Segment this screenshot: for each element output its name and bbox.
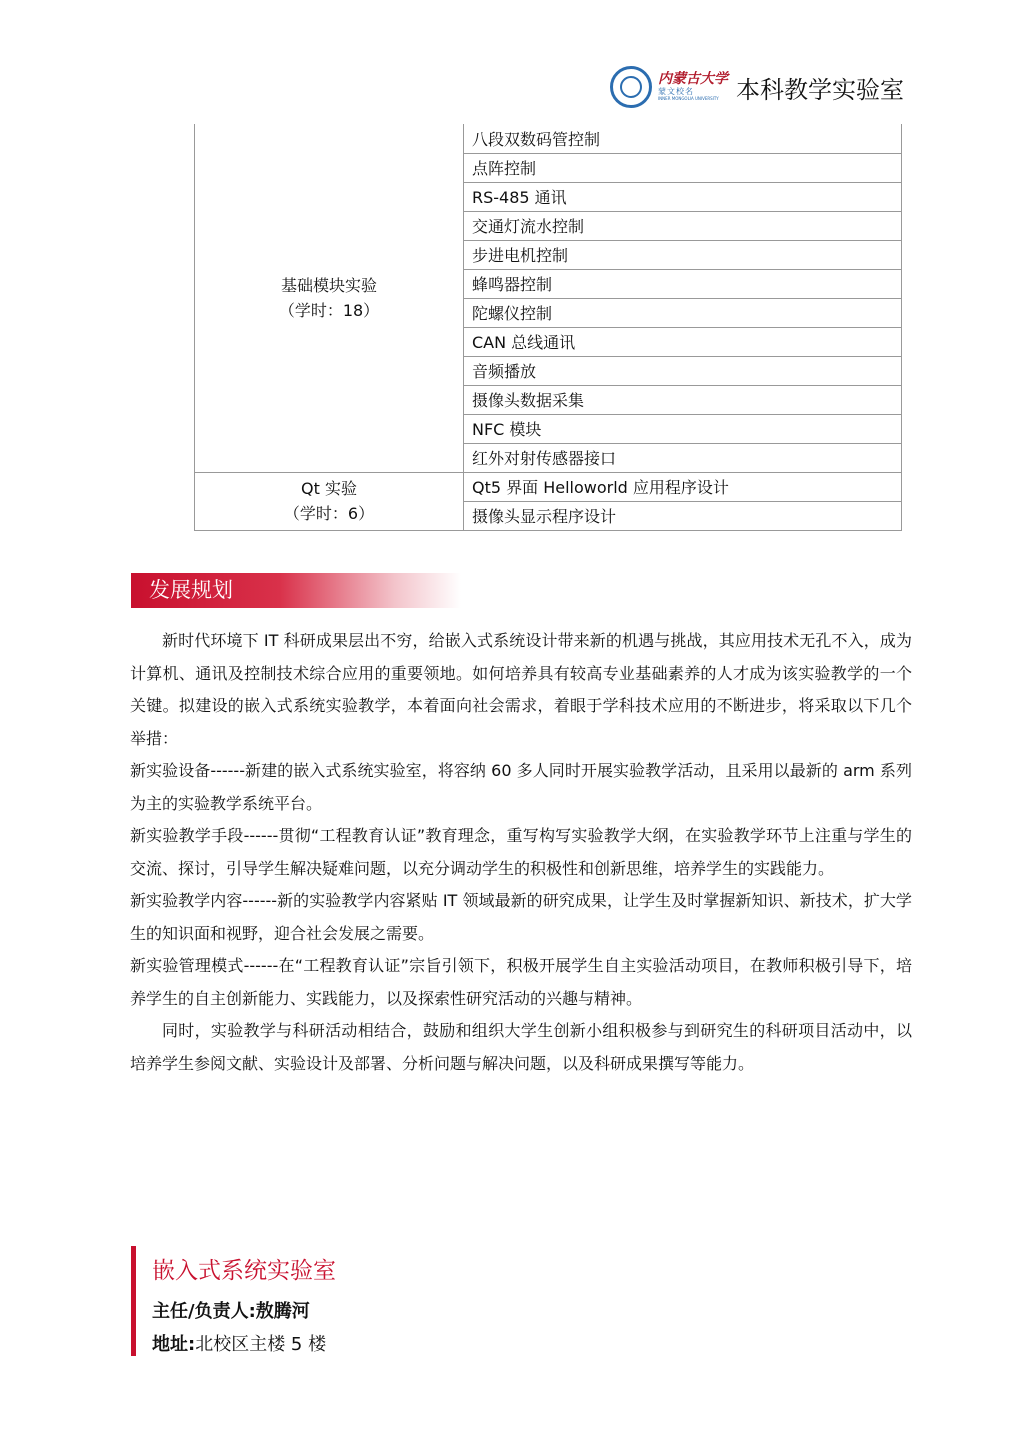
university-logo [658,72,728,102]
category-hours: （学时：18） [278,300,380,320]
address-label: 地址: [152,1334,196,1355]
experiment-cell: 蜂鸣器控制 [464,269,902,298]
experiment-cell: 摄像头显示程序设计 [464,501,902,530]
lab-director-row [152,1295,336,1328]
experiment-cell: 点阵控制 [464,153,902,182]
paragraph: 新实验教学内容------新的实验教学内容紧贴 IT 领域最新的研究成果，让学生及时掌握新知识、新技术，扩大学生的知识面和视野，迎合社会发展之需要。 [130,891,912,943]
category-hours: （学时：6） [283,504,375,523]
experiment-cell: 音频播放 [464,356,902,385]
paragraph: 新实验设备------新建的嵌入式系统实验室，将容纳 60 多人同时开展实验教学活动，且采用以最新的 arm 系列为主的实验教学系统平台。 [130,761,912,813]
category-cell [195,472,464,530]
logo-sub: 蒙文校名 [658,87,694,96]
category-name: Qt 实验 [301,479,357,498]
experiment-cell: 步进电机控制 [464,240,902,269]
course-table [194,124,902,531]
address-value: 北校区主楼 5 楼 [195,1334,327,1355]
paragraph: 同时，实验教学与科研活动相结合，鼓励和组织大学生创新小组积极参与到研究生的科研项目活动中，以培养学生参阅文献、实验设计及部署、分析问题与解决问题，以及科研成果撰写等能力。 [130,1021,912,1073]
university-seal-icon [610,66,652,108]
section-title: 发展规划 [131,573,461,608]
lab-address-row [152,1328,336,1361]
logo-script: 内蒙古大学 [658,71,728,87]
page-header [610,66,904,108]
experiment-cell: 八段双数码管控制 [464,124,902,153]
experiment-cell: 红外对射传感器接口 [464,443,902,472]
experiment-cell: Qt5 界面 Helloworld 应用程序设计 [464,472,902,501]
experiment-cell: CAN 总线通讯 [464,327,902,356]
paragraph: 新时代环境下 IT 科研成果层出不穷，给嵌入式系统设计带来新的机遇与挑战，其应用技术无孔不入，成为计算机、通讯及控制技术综合应用的重要领地。如何培养具有较高专业基础素养的人才成为该实验教学的一个关键。拟建设的嵌入式系统实验教学，本着面向社会需求，着眼于学科技术应用的不断进步，将采取以下几个举措： [130,631,912,748]
header-title: 本科教学实验室 [736,75,904,104]
experiment-cell: 摄像头数据采集 [464,385,902,414]
lab-info [131,1246,336,1356]
category-cell [195,124,464,472]
category-name: 基础模块实验 [280,275,377,295]
experiment-cell: NFC 模块 [464,414,902,443]
experiment-cell: 交通灯流水控制 [464,211,902,240]
experiment-cell: 陀螺仪控制 [464,298,902,327]
experiment-cell: RS-485 通讯 [464,182,902,211]
table-row [195,472,902,501]
director-name: 敖腾河 [255,1301,310,1322]
paragraph: 新实验管理模式------在“工程教育认证”宗旨引领下，积极开展学生自主实验活动项目，在教师积极引导下，培养学生的自主创新能力、实践能力，以及探索性研究活动的兴趣与精神。 [130,956,912,1008]
body-text [130,625,912,1080]
table-row [195,124,902,153]
paragraph: 新实验教学手段------贯彻“工程教育认证”教育理念，重写构写实验教学大纲，在实验教学环节上注重与学生的交流、探讨，引导学生解决疑难问题，以充分调动学生的积极性和创新思维，培养学生的实践能力。 [130,826,912,878]
logo-en: INNER MONGOLIA UNIVERSITY [658,96,719,101]
director-label: 主任/负责人: [152,1301,256,1322]
lab-title: 嵌入式系统实验室 [152,1258,336,1284]
